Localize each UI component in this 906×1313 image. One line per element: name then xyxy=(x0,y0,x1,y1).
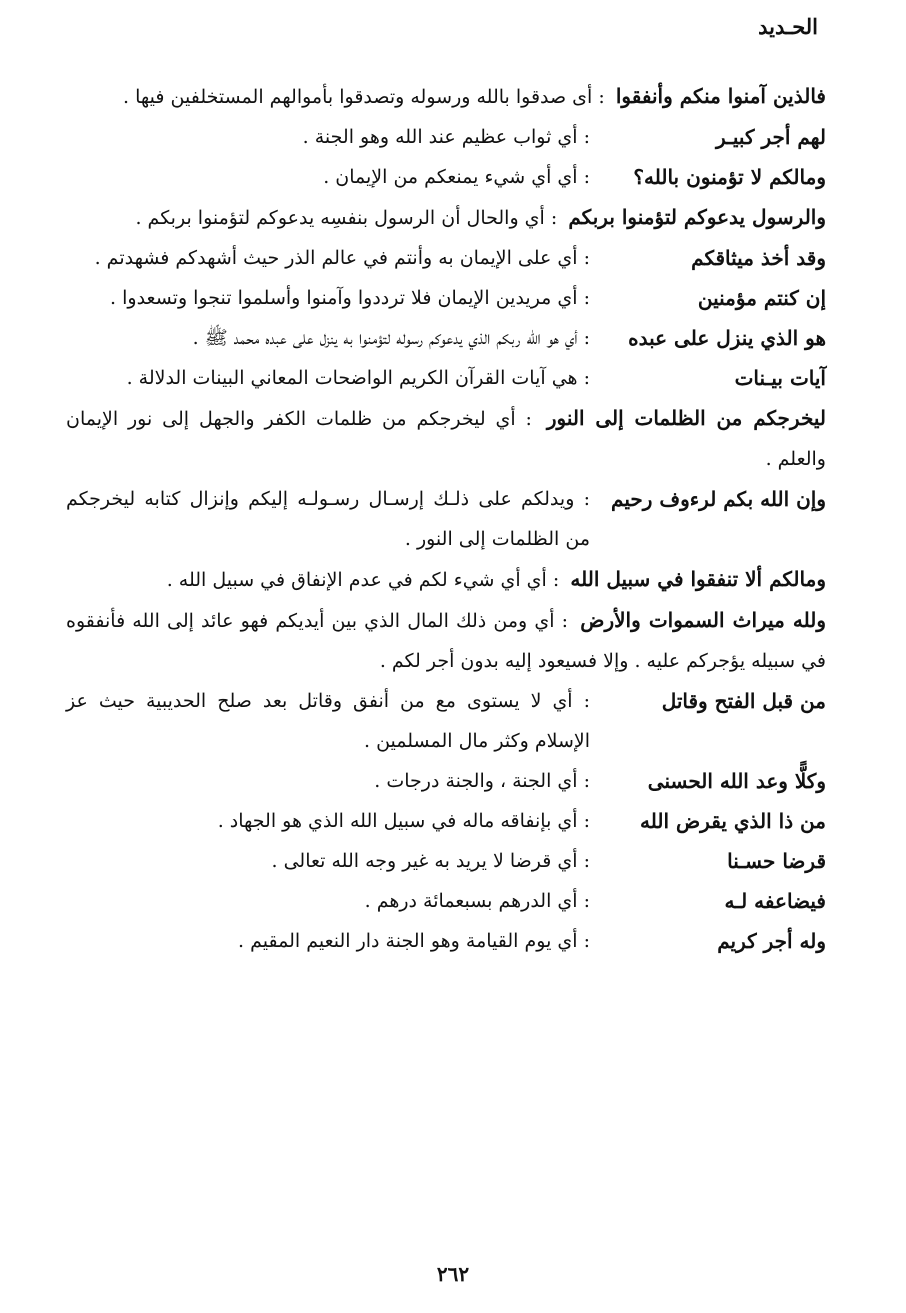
glossary-definition: : هي آيات القرآن الكريم الواضحات المعاني البينات الدلالة . xyxy=(126,367,590,389)
glossary-entry xyxy=(66,358,826,398)
glossary-term: آيات بيـنات xyxy=(734,366,826,390)
glossary-entry xyxy=(66,761,826,801)
glossary-definition: : أي ليخرجكم من ظلمات الكفر والجهل إلى نور الإيمان والعلم . xyxy=(66,408,826,470)
glossary-term: ولله ميراث السموات والأرض xyxy=(580,608,826,632)
glossary-term: وقد أخذ ميثاقكم xyxy=(691,246,826,270)
glossary-entry xyxy=(66,600,826,681)
glossary-entry xyxy=(66,117,826,157)
glossary-term: وإن الله بكم لرءوف رحيم xyxy=(611,487,826,511)
glossary-entry xyxy=(66,841,826,881)
glossary-definition: : أي الدرهم بسبعمائة درهم . xyxy=(364,890,590,912)
glossary-term: والرسول يدعوكم لتؤمنوا بربكم xyxy=(568,205,826,229)
glossary-definition: : أي مريدين الإيمان فلا ترددوا وآمنوا وأسلموا تنجوا وتسعدوا . xyxy=(110,287,590,309)
glossary-list xyxy=(66,76,826,961)
running-title: الحـديد xyxy=(758,14,818,39)
glossary-term: فالذين آمنوا منكم وأنفقوا xyxy=(615,84,826,108)
glossary-term: ومالكم لا تؤمنون بالله؟ xyxy=(633,165,826,189)
glossary-entry xyxy=(66,398,826,479)
glossary-entry xyxy=(66,76,826,117)
glossary-entry xyxy=(66,278,826,318)
glossary-definition: : أي ومن ذلك المال الذي بين أيديكم فهو عائد إلى الله فأنفقوه في سبيله يؤجركم عليه . وإلا فسيعود إليه بدون أجر لكم . xyxy=(66,610,826,672)
glossary-entry xyxy=(66,801,826,841)
glossary-term: لهم أجر كبيـر xyxy=(716,125,826,149)
glossary-entry xyxy=(66,197,826,238)
glossary-definition: : أي ثواب عظيم عند الله وهو الجنة . xyxy=(302,126,590,148)
glossary-term: وكلًّا وعد الله الحسنى xyxy=(647,769,826,793)
glossary-term: إن كنتم مؤمنين xyxy=(697,286,826,310)
glossary-definition: : أي لا يستوى مع من أنفق وقاتل بعد صلح الحديبية حيث عز الإسلام وكثر مال المسلمين . xyxy=(66,690,590,752)
glossary-term: من ذا الذي يقرض الله xyxy=(640,809,826,833)
glossary-definition: : أي بإنفاقه ماله في سبيل الله الذي هو الجهاد . xyxy=(217,810,590,832)
glossary-entry xyxy=(66,318,826,358)
glossary-entry xyxy=(66,157,826,197)
glossary-term: فيضاعفه لـه xyxy=(724,889,826,913)
glossary-definition: : أى صدقوا بالله ورسوله وتصدقوا بأموالهم المستخلفين فيها . xyxy=(123,86,605,108)
glossary-definition: : أي أي شيء يمنعكم من الإيمان . xyxy=(323,166,590,188)
glossary-entry xyxy=(66,559,826,600)
glossary-entry xyxy=(66,479,826,559)
glossary-definition: : أي والحال أن الرسول بنفسِه يدعوكم لتؤمنوا بربكم . xyxy=(135,207,558,229)
glossary-term: ليخرجكم من الظلمات إلى النور xyxy=(546,406,826,430)
glossary-definition: : أي الجنة ، والجنة درجات . xyxy=(374,770,590,792)
glossary-term: وله أجر كريم xyxy=(717,929,826,953)
glossary-definition: : أي يوم القيامة وهو الجنة دار النعيم المقيم . xyxy=(238,930,590,952)
glossary-definition: : أي أي شيء لكم في عدم الإنفاق في سبيل الله . xyxy=(166,569,560,591)
glossary-entry xyxy=(66,238,826,278)
glossary-definition: : أي هو الله ربكم الذي يدعوكم رسوله لتؤمنوا به ينزل على عبده محمد ﷺ . xyxy=(192,327,590,349)
glossary-entry xyxy=(66,921,826,961)
glossary-definition: : أي على الإيمان به وأنتم في عالم الذر حيث أشهدكم فشهدتم . xyxy=(94,247,590,269)
glossary-term: ومالكم ألا تنفقوا في سبيل الله xyxy=(570,567,826,591)
glossary-term: من قبل الفتح وقاتل xyxy=(661,689,826,713)
glossary-definition: : أي قرضا لا يريد به غير وجه الله تعالى . xyxy=(271,850,590,872)
glossary-term: هو الذي ينزل على عبده xyxy=(628,326,826,350)
page-number: ٢٦٢ xyxy=(436,1262,470,1286)
glossary-entry xyxy=(66,881,826,921)
glossary-term: قرضا حسـنا xyxy=(727,849,826,873)
glossary-definition: : ويدلكم على ذلـك إرسـال رسـولـه إليكم وإنزال كتابه ليخرجكم من الظلمات إلى النور . xyxy=(66,488,590,550)
glossary-entry xyxy=(66,681,826,761)
